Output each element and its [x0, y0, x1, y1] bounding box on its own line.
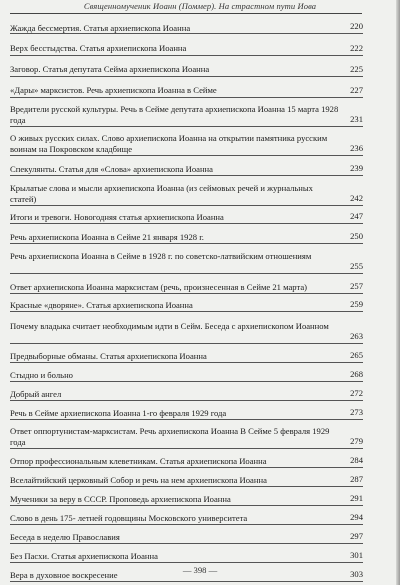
toc-entry	[10, 544, 363, 563]
toc-entry	[10, 487, 363, 506]
toc-entry-page: 239	[350, 163, 363, 173]
toc-entry	[10, 77, 363, 98]
toc-entry-title: Стыдно и больно	[10, 370, 73, 380]
toc-entry-page: 225	[350, 64, 363, 74]
toc-entry	[10, 98, 363, 127]
toc-entry-title: Почему владыка считает необходимым идти в Сейм. Беседа с архиепископом Иоанном	[10, 321, 329, 331]
toc-entry	[10, 363, 363, 382]
toc-entry	[10, 382, 363, 401]
toc-entry-title: Верх бесстыдства. Статья архиепископа Иоанна	[10, 43, 187, 53]
toc-entry-title: Красные «дворяне». Статья архиепископа Иоанна	[10, 300, 193, 310]
toc-entry-page: 263	[350, 331, 363, 341]
toc-entry-title: Отпор профессиональным клеветникам. Статья архиепископа Иоанна	[10, 456, 267, 466]
toc-entry	[10, 420, 363, 449]
toc-entry-title: Мученики за веру в СССР. Проповедь архиепископа Иоанна	[10, 494, 231, 504]
toc-entry-title: Крылатые слова и мысли архиепископа Иоанна (из сеймовых речей и журнальных статей)	[10, 183, 313, 204]
toc-entry	[10, 206, 363, 224]
toc-entry	[10, 401, 363, 420]
toc-entry-title: Предвыборные обманы. Статья архиепископа Иоанна	[10, 351, 207, 361]
toc-entry-page: 250	[350, 231, 363, 241]
toc-entry	[10, 294, 363, 312]
toc-entry-title: Спекулянты. Статья для «Слова» архиепископа Иоанна	[10, 164, 213, 174]
toc-entry-title: Итоги и тревоги. Новогодняя статья архиепископа Иоанна	[10, 212, 224, 222]
toc-entry-page: 303	[350, 569, 363, 579]
toc-entry-title: «Дары» марксистов. Речь архиепископа Иоанна в Сейме	[10, 85, 217, 95]
toc-entry-page: 259	[350, 299, 363, 309]
toc-entry-page: 236	[350, 143, 363, 153]
toc-entry	[10, 525, 363, 544]
toc-entry	[10, 312, 363, 344]
toc-entry	[10, 156, 363, 176]
toc-entry-page: 268	[350, 369, 363, 379]
toc-entry	[10, 127, 363, 156]
toc-entry-page: 222	[350, 43, 363, 53]
toc-entry-title: Речь архиепископа Иоанна в Сейме 21 января 1928 г.	[10, 232, 204, 242]
toc-entry-page: 242	[350, 193, 363, 203]
toc-entry-page: 272	[350, 388, 363, 398]
table-of-contents	[10, 14, 363, 582]
toc-entry	[10, 344, 363, 363]
toc-entry-title: Заговор. Статья депутата Сейма архиепископа Иоанна	[10, 64, 210, 74]
toc-entry	[10, 14, 363, 34]
toc-entry-page: 279	[350, 436, 363, 446]
toc-entry-page: 231	[350, 114, 363, 124]
toc-entry	[10, 56, 363, 77]
toc-entry	[10, 224, 363, 244]
page-edge-shadow	[396, 0, 400, 585]
toc-entry-page: 284	[350, 455, 363, 465]
toc-entry-page: 301	[350, 550, 363, 560]
toc-entry	[10, 274, 363, 294]
toc-entry-title: Ответ архиепископа Иоанна марксистам (речь, произнесенная в Сейме 21 марта)	[10, 282, 308, 292]
toc-entry	[10, 506, 363, 525]
toc-entry	[10, 244, 363, 274]
toc-entry-title: Вредители русской культуры. Речь в Сейме депутата архиепископа Иоанна 15 марта 1928 года	[10, 104, 339, 125]
toc-entry-title: Ответ оппортунистам-марксистам. Речь архиепископа Иоанна В Сейме 5 февраля 1929 года	[10, 426, 330, 447]
toc-entry-title: Речь в Сейме архиепископа Иоанна 1-го февраля 1929 года	[10, 408, 227, 418]
toc-entry	[10, 449, 363, 468]
toc-entry-page: 227	[350, 85, 363, 95]
toc-entry-title: Добрый ангел	[10, 389, 62, 399]
running-head: Священномученик Иоанн (Поммер). На страстном пути Иова	[83, 1, 317, 11]
toc-entry-page: 247	[350, 211, 363, 221]
toc-entry-page: 265	[350, 350, 363, 360]
toc-entry-title: Речь архиепископа Иоанна в Сейме в 1928 г. по советско-латвийским отношениям	[10, 251, 312, 261]
toc-entry-page: 297	[350, 531, 363, 541]
toc-entry-title: О живых русских силах. Слово архиепископа Иоанна на открытии памятника русским воинам на Покровском кладбище	[10, 133, 328, 154]
toc-entry-title: Жажда бессмертия. Статья архиепископа Иоанна	[10, 23, 191, 33]
toc-entry-page: 257	[350, 281, 363, 291]
toc-entry-title: Слово в день 175- летней годовщины Московского университета	[10, 513, 248, 523]
toc-entry-title: Вселайтийский церковный Собор и речь на нем архиепископа Иоанна	[10, 475, 267, 485]
toc-entry-title: Беседа в неделю Православия	[10, 532, 120, 542]
toc-entry	[10, 468, 363, 487]
toc-entry-page: 255	[350, 261, 363, 271]
toc-entry-page: 291	[350, 493, 363, 503]
toc-entry	[10, 34, 363, 56]
toc-entry-page: 273	[350, 407, 363, 417]
toc-entry-title: Вера в духовное воскресение	[10, 570, 118, 580]
toc-entry-page: 287	[350, 474, 363, 484]
toc-entry-page: 220	[350, 21, 363, 31]
toc-entry-title: Без Пасхи. Статья архиепископа Иоанна	[10, 551, 158, 561]
toc-entry	[10, 176, 363, 206]
page-number: — 398 —	[182, 565, 218, 575]
toc-entry-page: 294	[350, 512, 363, 522]
